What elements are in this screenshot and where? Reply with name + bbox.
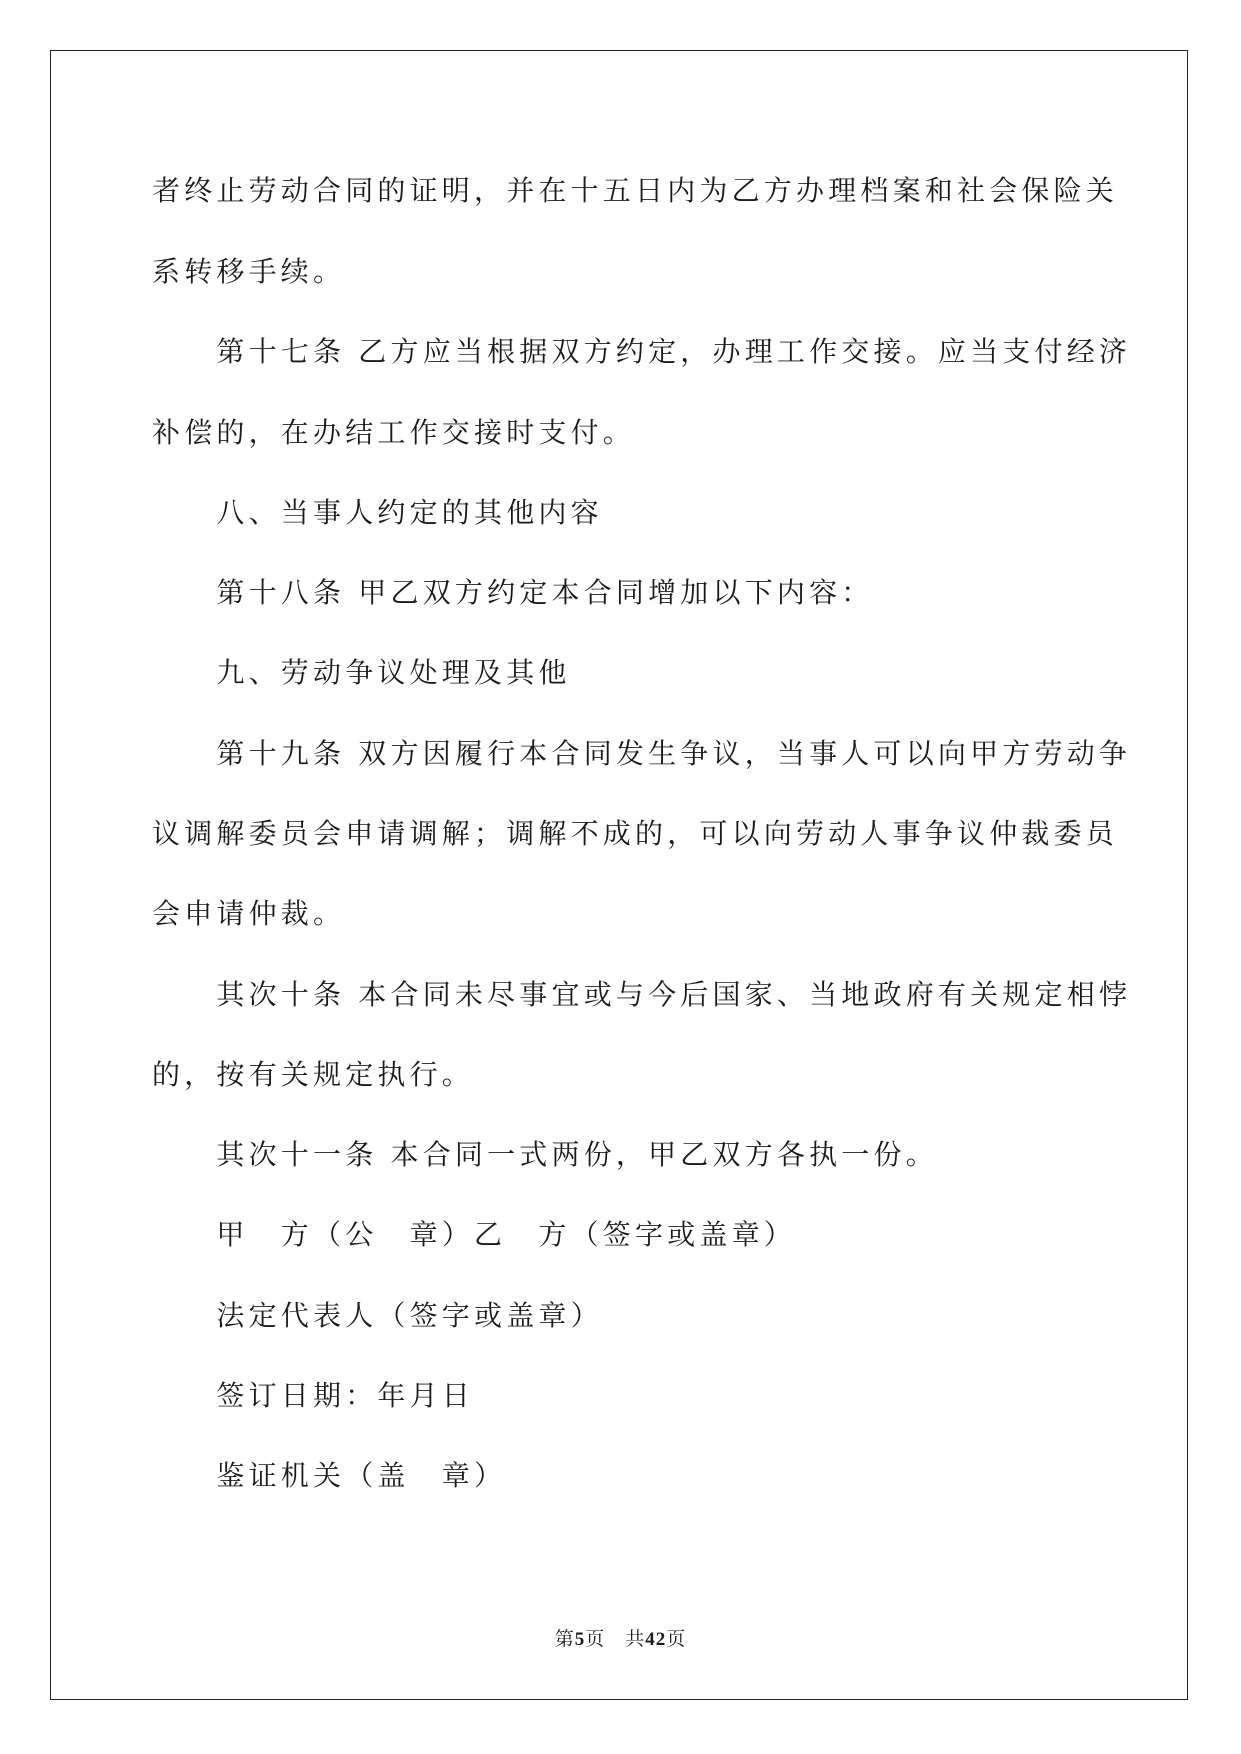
footer-prefix: 第	[554, 1629, 575, 1650]
text-line-1: 者终止劳动合同的证明，并在十五日内为乙方办理档案和社会保险关	[152, 174, 1119, 207]
legal-representative-line: 法定代表人（签字或盖章）	[152, 1299, 603, 1332]
page-footer	[0, 1624, 1241, 1651]
signing-date-line: 签订日期：年月日	[152, 1379, 475, 1412]
signature-party-line: 甲 方（公 章）乙 方（签字或盖章）	[152, 1218, 797, 1251]
footer-page-number: 5	[574, 1629, 586, 1650]
text-line-12: 的，按有关规定执行。	[152, 1058, 475, 1091]
text-line-11: 其次十条 本合同未尽事宜或与今后国家、当地政府有关规定相悖	[152, 978, 1132, 1011]
footer-mid: 页 共	[585, 1629, 646, 1650]
section-heading-8: 八、当事人约定的其他内容	[152, 496, 603, 529]
text-line-13: 其次十一条 本合同一式两份，甲乙双方各执一份。	[152, 1138, 938, 1171]
text-line-4: 补偿的，在办结工作交接时支付。	[152, 416, 636, 449]
footer-suffix: 页	[666, 1629, 687, 1650]
text-line-6: 第十八条 甲乙双方约定本合同增加以下内容：	[152, 576, 874, 609]
text-line-3: 第十七条 乙方应当根据双方约定，办理工作交接。应当支付经济	[152, 335, 1132, 368]
section-heading-9: 九、劳动争议处理及其他	[152, 656, 571, 689]
authentication-agency-line: 鉴证机关（盖 章）	[152, 1459, 507, 1492]
text-line-2: 系转移手续。	[152, 255, 346, 288]
footer-total-pages: 42	[645, 1629, 667, 1650]
text-line-8: 第十九条 双方因履行本合同发生争议，当事人可以向甲方劳动争	[152, 737, 1132, 770]
text-line-10: 会申请仲裁。	[152, 897, 346, 930]
text-line-9: 议调解委员会申请调解；调解不成的，可以向劳动人事争议仲裁委员	[152, 817, 1119, 850]
